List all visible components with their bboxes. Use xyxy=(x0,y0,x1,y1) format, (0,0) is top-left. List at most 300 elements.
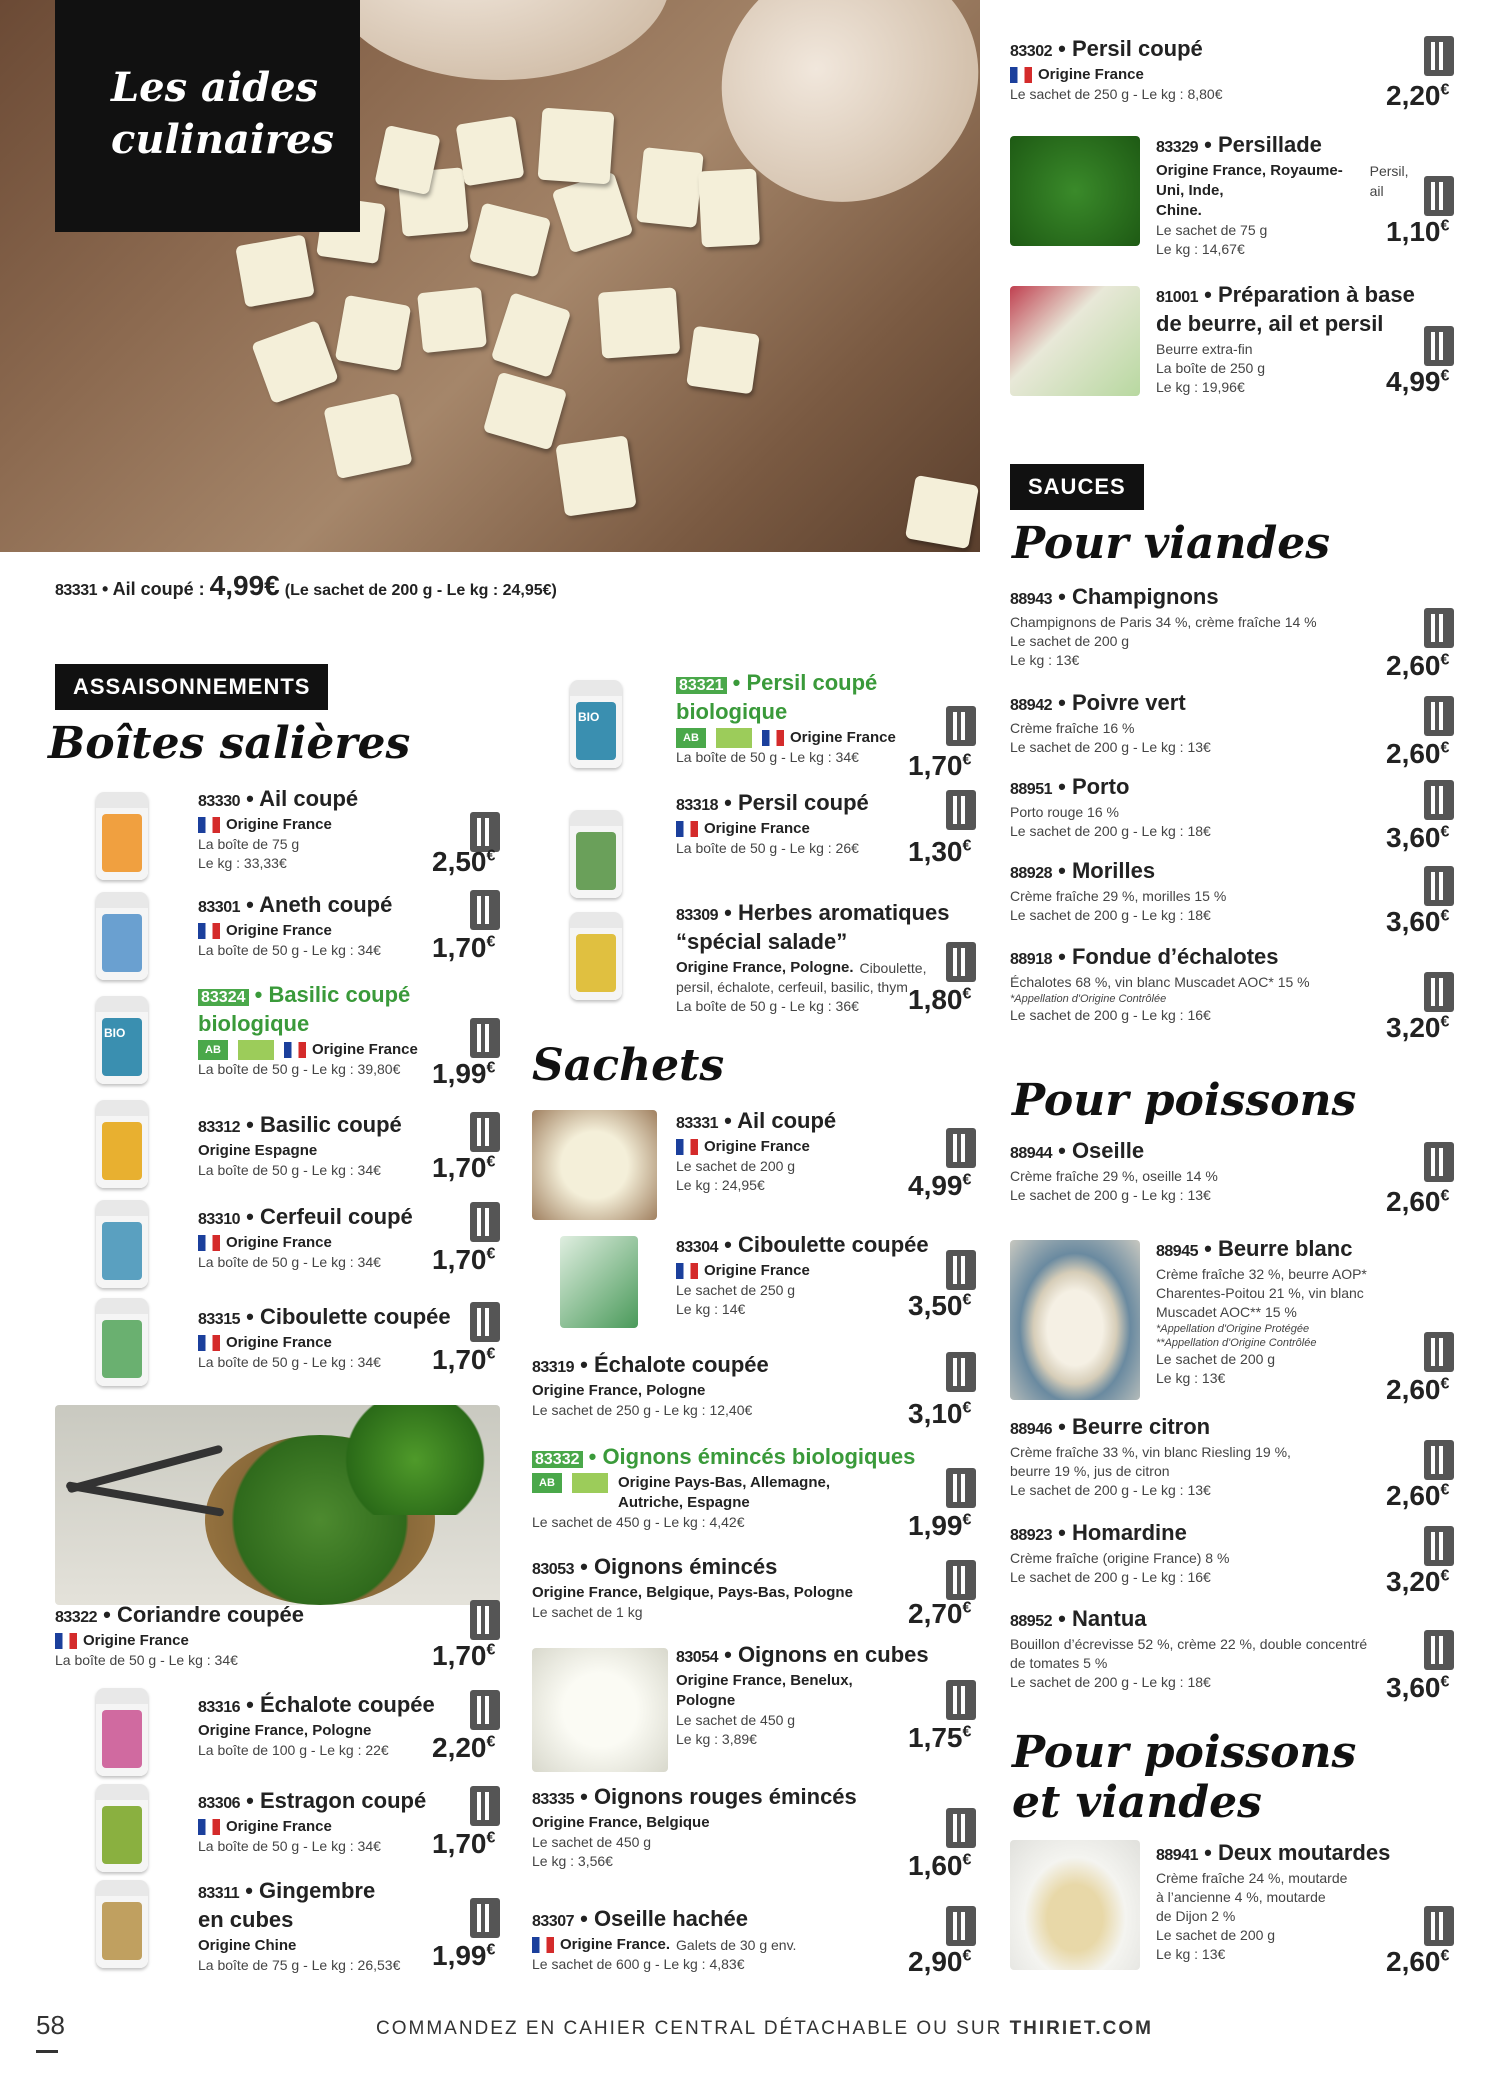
product-item: 83053 • Oignons émincés Origine France, Belgique, Pays-Bas, Pologne Le sachet de 1 kg xyxy=(532,1554,853,1620)
product-desc2: Le kg : 33,33€ xyxy=(198,855,287,871)
product-item: 83304 • Ciboulette coupée Origine France Le sachet de 250 g Le kg : 14€ xyxy=(676,1232,929,1317)
price-value: 1,60 xyxy=(908,1850,963,1881)
product-desc: Le sachet de 450 g xyxy=(676,1712,796,1728)
script-title-poissons: Pour poissons xyxy=(1012,1075,1357,1126)
product-origin: Origine France xyxy=(226,922,332,939)
price-currency: € xyxy=(486,847,496,865)
product-name: Échalote coupée xyxy=(593,1352,769,1377)
price-currency: € xyxy=(486,1641,496,1659)
price-value: 2,60 xyxy=(1386,1946,1441,1977)
product-name: Ail coupé xyxy=(737,1108,837,1133)
product-item: 83332 • Oignons émincés biologiques AB Origine Pays-Bas, Allemagne, Autriche, Espagne Le sachet de 450 g - Le kg : 4,42€ xyxy=(532,1444,916,1530)
product-name-2: biologique xyxy=(676,699,788,724)
product-item: 83306 • Estragon coupé Origine France La boîte de 50 g - Le kg : 34€ xyxy=(198,1788,427,1854)
product-code: 83309 xyxy=(676,907,718,924)
price-currency: € xyxy=(1440,907,1450,925)
product-desc0b: Charentes-Poitou 21 %, vin blanc xyxy=(1156,1285,1364,1301)
product-box-image xyxy=(96,892,148,980)
product-origin: Origine France xyxy=(226,1234,332,1251)
product-box-image xyxy=(96,1100,148,1188)
product-desc: Le sachet de 200 g - Le kg : 13€ xyxy=(1010,739,1211,755)
price xyxy=(908,1290,971,1322)
product-box-image xyxy=(96,792,148,880)
product-code: 81001 xyxy=(1156,289,1198,306)
price-value: 1,99 xyxy=(908,1510,963,1541)
fork-knife-icon xyxy=(470,1898,500,1938)
product-code: 88943 xyxy=(1010,591,1052,608)
fork-knife-icon xyxy=(946,1352,976,1392)
product-box-image xyxy=(96,1298,148,1386)
product-box-image xyxy=(570,810,622,898)
french-flag-icon xyxy=(198,1235,220,1251)
product-desc2: Le kg : 3,89€ xyxy=(676,1731,757,1747)
price-value: 4,99 xyxy=(1386,366,1441,397)
product-desc0: Bouillon d’écrevisse 52 %, crème 22 %, double concentré xyxy=(1010,1636,1368,1652)
product-code: 83302 xyxy=(1010,43,1052,60)
product-name: Porto xyxy=(1071,774,1130,799)
eu-organic-icon xyxy=(238,1040,274,1060)
french-flag-icon xyxy=(1010,67,1032,83)
product-desc0: Crème fraîche 16 % xyxy=(1010,720,1135,736)
product-code: 88951 xyxy=(1010,781,1052,798)
product-desc: Le sachet de 75 g xyxy=(1156,222,1268,238)
product-desc: Le sachet de 200 g xyxy=(1156,1927,1276,1943)
product-origin: Origine France xyxy=(1038,66,1144,83)
product-origin: Origine France xyxy=(312,1041,418,1058)
product-item: 83054 • Oignons en cubes Origine France, Benelux, Pologne Le sachet de 450 g Le kg : 3,89€ xyxy=(676,1642,929,1747)
product-desc: Le sachet de 250 g xyxy=(676,1282,796,1298)
section-label-assaisonnements: ASSAISONNEMENTS xyxy=(55,664,328,710)
product-name: Persil coupé xyxy=(737,790,869,815)
price-value: 3,20 xyxy=(1386,1566,1441,1597)
product-code: 83310 xyxy=(198,1211,240,1228)
product-code: 83321 xyxy=(676,677,727,694)
product-origin-2: Pologne xyxy=(676,1692,736,1709)
price xyxy=(432,1640,495,1672)
product-origin: Origine France, Pologne. xyxy=(676,959,854,976)
product-desc2: La boîte de 50 g - Le kg : 36€ xyxy=(676,998,859,1014)
footer-text: COMMANDEZ EN CAHIER CENTRAL DÉTACHABLE OU SUR THIRIET.COM xyxy=(376,2018,1153,2039)
product-code: 83306 xyxy=(198,1795,240,1812)
product-desc: persil, échalote, cerfeuil, basilic, thym xyxy=(676,979,908,995)
product-desc: La boîte de 50 g - Le kg : 34€ xyxy=(55,1652,238,1668)
fork-knife-icon xyxy=(946,1468,976,1508)
product-origin: Origine France xyxy=(83,1632,189,1649)
price-currency: € xyxy=(962,1851,972,1869)
product-desc: Le sachet de 200 g - Le kg : 18€ xyxy=(1010,907,1211,923)
price-currency: € xyxy=(962,985,972,1003)
price-value: 3,10 xyxy=(908,1398,963,1429)
french-flag-icon xyxy=(55,1633,77,1649)
fork-knife-icon xyxy=(946,1808,976,1848)
price xyxy=(432,1732,495,1764)
price-currency: € xyxy=(1440,1375,1450,1393)
product-code: 83053 xyxy=(532,1561,574,1578)
product-origin: Origine France xyxy=(790,729,896,746)
garlic-bulb-image xyxy=(330,0,670,80)
footer-site-link[interactable]: THIRIET.COM xyxy=(1009,2018,1153,2039)
product-desc2: Le kg : 13€ xyxy=(1156,1370,1226,1386)
bio-ab-icon: AB xyxy=(532,1473,562,1493)
product-desc: La boîte de 50 g - Le kg : 34€ xyxy=(676,749,859,765)
price-currency: € xyxy=(486,1829,496,1847)
price xyxy=(1386,366,1449,398)
price-currency: € xyxy=(1440,823,1450,841)
fork-knife-icon xyxy=(946,1250,976,1290)
product-origin: Origine Chine xyxy=(198,1937,297,1954)
product-origin: Origine France xyxy=(704,1262,810,1279)
price-value: 1,70 xyxy=(432,1828,487,1859)
product-item: 83331 • Ail coupé Origine France Le sachet de 200 g Le kg : 24,95€ xyxy=(676,1108,837,1193)
price-value: 1,80 xyxy=(908,984,963,1015)
product-desc: La boîte de 50 g - Le kg : 34€ xyxy=(198,942,381,958)
price xyxy=(1386,216,1449,248)
product-desc0: Crème fraîche 24 %, moutarde xyxy=(1156,1870,1348,1886)
product-name: Basilic coupé xyxy=(259,1112,402,1137)
price-currency: € xyxy=(962,1399,972,1417)
title-box xyxy=(55,0,360,232)
product-item: 88942 • Poivre vert Crème fraîche 16 % Le sachet de 200 g - Le kg : 13€ xyxy=(1010,690,1211,755)
fork-knife-icon xyxy=(1424,972,1454,1012)
product-note: *Appellation d'Origine Protégée xyxy=(1156,1323,1310,1335)
product-desc2: Le kg : 13€ xyxy=(1156,1946,1226,1962)
price xyxy=(1386,1186,1449,1218)
price xyxy=(1386,738,1449,770)
price-value: 4,99 xyxy=(908,1170,963,1201)
price-value: 2,50 xyxy=(432,846,487,877)
product-desc: Le sachet de 200 g xyxy=(676,1158,796,1174)
fork-knife-icon xyxy=(1424,1630,1454,1670)
product-name: Oseille xyxy=(1071,1138,1145,1163)
product-name: Coriandre coupée xyxy=(116,1602,304,1627)
price-currency: € xyxy=(486,1245,496,1263)
fork-knife-icon xyxy=(1424,608,1454,648)
price-value: 1,30 xyxy=(908,836,963,867)
title-line-1: Les aides xyxy=(111,64,319,111)
fork-knife-icon xyxy=(1424,1906,1454,1946)
product-code: 83318 xyxy=(676,797,718,814)
product-origin: Origine France, Belgique xyxy=(532,1814,710,1831)
price xyxy=(908,750,971,782)
product-desc: Le sachet de 200 g - Le kg : 16€ xyxy=(1010,1569,1211,1585)
price-currency: € xyxy=(1440,367,1450,385)
product-name: Oignons en cubes xyxy=(737,1642,929,1667)
price-value: 1,99 xyxy=(432,1940,487,1971)
sachet-onion-cubes-photo xyxy=(532,1648,668,1772)
product-box-image xyxy=(96,1200,148,1288)
price-currency: € xyxy=(1440,1013,1450,1031)
french-flag-icon xyxy=(676,1139,698,1155)
price-currency: € xyxy=(1440,1187,1450,1205)
price-currency: € xyxy=(962,1291,972,1309)
product-desc2: Le kg : 3,56€ xyxy=(532,1853,613,1869)
product-desc: La boîte de 75 g - Le kg : 26,53€ xyxy=(198,1957,401,1973)
fork-knife-icon xyxy=(470,1018,500,1058)
product-origin-extra: Persil, ail xyxy=(1369,163,1409,199)
price-currency: € xyxy=(1440,1947,1450,1965)
product-box-image xyxy=(96,1688,148,1776)
product-code: 83329 xyxy=(1156,139,1198,156)
product-name: Poivre vert xyxy=(1071,690,1186,715)
product-desc: Le sachet de 250 g - Le kg : 12,40€ xyxy=(532,1402,753,1418)
product-item: 83311 • Gingembre en cubes Origine Chine La boîte de 75 g - Le kg : 26,53€ xyxy=(198,1878,401,1973)
price-value: 3,60 xyxy=(1386,822,1441,853)
product-box-image xyxy=(96,1784,148,1872)
product-desc0c: de Dijon 2 % xyxy=(1156,1908,1236,1924)
eu-organic-icon xyxy=(716,728,752,748)
price xyxy=(1386,1374,1449,1406)
product-item: 83318 • Persil coupé Origine France La boîte de 50 g - Le kg : 26€ xyxy=(676,790,869,856)
product-box-image: BIO xyxy=(96,996,148,1084)
product-desc2: Le kg : 14€ xyxy=(676,1301,746,1317)
fork-knife-icon xyxy=(470,1690,500,1730)
product-desc0: Crème fraîche 29 %, morilles 15 % xyxy=(1010,888,1227,904)
product-box-image xyxy=(570,912,622,1000)
fork-knife-icon xyxy=(470,1600,500,1640)
product-name: Persil coupé xyxy=(1071,36,1203,61)
product-item: 83321 • Persil coupé biologique AB Origine France La boîte de 50 g - Le kg : 34€ xyxy=(676,670,896,765)
price-currency: € xyxy=(1440,1567,1450,1585)
product-code: 83316 xyxy=(198,1699,240,1716)
price-currency: € xyxy=(1440,81,1450,99)
price xyxy=(1386,906,1449,938)
product-name: Persil coupé xyxy=(746,670,878,695)
product-item: 83315 • Ciboulette coupée Origine France La boîte de 50 g - Le kg : 34€ xyxy=(198,1304,451,1370)
product-desc: Le sachet de 1 kg xyxy=(532,1604,643,1620)
price-currency: € xyxy=(1440,1481,1450,1499)
product-item: 88923 • Homardine Crème fraîche (origine France) 8 % Le sachet de 200 g - Le kg : 16€ xyxy=(1010,1520,1230,1585)
product-code: 83301 xyxy=(198,899,240,916)
price-value: 1,70 xyxy=(432,932,487,963)
price xyxy=(432,1828,495,1860)
fork-knife-icon xyxy=(1424,696,1454,736)
product-item: 83319 • Échalote coupée Origine France, Pologne Le sachet de 250 g - Le kg : 12,40€ xyxy=(532,1352,769,1418)
price-value: 2,60 xyxy=(1386,1374,1441,1405)
product-desc2: Le kg : 14,67€ xyxy=(1156,241,1245,257)
product-name: Oignons rouges émincés xyxy=(593,1784,857,1809)
product-code: 83312 xyxy=(198,1119,240,1136)
product-desc: La boîte de 50 g - Le kg : 34€ xyxy=(198,1162,381,1178)
product-name: Homardine xyxy=(1071,1520,1187,1545)
product-item: 83322 • Coriandre coupée Origine France La boîte de 50 g - Le kg : 34€ xyxy=(55,1602,304,1668)
french-flag-icon xyxy=(198,817,220,833)
price-currency: € xyxy=(962,1599,972,1617)
product-name: Beurre citron xyxy=(1071,1414,1211,1439)
price-currency: € xyxy=(962,751,972,769)
product-name-2: biologique xyxy=(198,1011,310,1036)
product-code: 83324 xyxy=(198,989,249,1006)
product-desc: La boîte de 75 g xyxy=(198,836,300,852)
product-item: 83316 • Échalote coupée Origine France, Pologne La boîte de 100 g - Le kg : 22€ xyxy=(198,1692,435,1758)
price-currency: € xyxy=(962,1511,972,1529)
fork-knife-icon xyxy=(946,706,976,746)
product-origin: Origine France xyxy=(226,816,332,833)
product-box-image xyxy=(96,1880,148,1968)
product-code: 88946 xyxy=(1010,1421,1052,1438)
price xyxy=(1386,80,1449,112)
fork-knife-icon xyxy=(1424,1332,1454,1372)
price xyxy=(908,1850,971,1882)
fork-knife-icon xyxy=(946,942,976,982)
product-desc0: Crème fraîche 32 %, beurre AOP* xyxy=(1156,1266,1367,1282)
price-currency: € xyxy=(1440,739,1450,757)
product-name: Fondue d’échalotes xyxy=(1071,944,1279,969)
price-currency: € xyxy=(1440,651,1450,669)
french-flag-icon xyxy=(762,730,784,746)
price xyxy=(908,984,971,1016)
product-code: 88942 xyxy=(1010,697,1052,714)
product-desc: Le sachet de 200 g - Le kg : 18€ xyxy=(1010,823,1211,839)
product-desc0b: à l’ancienne 4 %, moutarde xyxy=(1156,1889,1326,1905)
price xyxy=(1386,650,1449,682)
product-item: 88946 • Beurre citron Crème fraîche 33 %, vin blanc Riesling 19 %, beurre 19 %, jus de citron Le sachet de 200 g - Le kg : 13€ xyxy=(1010,1414,1291,1498)
product-code: 88944 xyxy=(1010,1145,1052,1162)
bio-ab-icon: AB xyxy=(676,728,706,748)
product-desc: La boîte de 100 g - Le kg : 22€ xyxy=(198,1742,389,1758)
product-desc: Le sachet de 200 g - Le kg : 16€ xyxy=(1010,1007,1211,1023)
product-origin-extra: Ciboulette, xyxy=(859,960,927,976)
product-name: Ciboulette coupée xyxy=(737,1232,929,1257)
product-desc0: Beurre extra-fin xyxy=(1156,341,1253,357)
price xyxy=(1386,1566,1449,1598)
product-box-image: BIO xyxy=(570,680,622,768)
product-code: 83322 xyxy=(55,1609,97,1626)
fork-knife-icon xyxy=(470,1112,500,1152)
price-value: 3,20 xyxy=(1386,1012,1441,1043)
price-value: 1,99 xyxy=(432,1058,487,1089)
product-item: 83301 • Aneth coupé Origine France La boîte de 50 g - Le kg : 34€ xyxy=(198,892,393,958)
product-note: *Appellation d'Origine Contrôlée xyxy=(1010,993,1167,1005)
product-desc: La boîte de 50 g - Le kg : 34€ xyxy=(198,1838,381,1854)
product-code: 88923 xyxy=(1010,1527,1052,1544)
price-currency: € xyxy=(486,933,496,951)
product-item: 83335 • Oignons rouges émincés Origine France, Belgique Le sachet de 450 g Le kg : 3,56€ xyxy=(532,1784,857,1869)
product-desc: Le sachet de 200 g xyxy=(1010,633,1130,649)
product-name: Champignons xyxy=(1071,584,1219,609)
fork-knife-icon xyxy=(1424,780,1454,820)
fork-knife-icon xyxy=(1424,326,1454,366)
product-code: 83335 xyxy=(532,1791,574,1808)
product-origin: Origine France, Belgique, Pays-Bas, Pologne xyxy=(532,1584,853,1601)
fork-knife-icon xyxy=(946,790,976,830)
product-name: Nantua xyxy=(1071,1606,1147,1631)
price xyxy=(1386,822,1449,854)
product-code: 83311 xyxy=(198,1885,240,1902)
product-code: 83331 xyxy=(676,1115,718,1132)
product-item: 83312 • Basilic coupé Origine Espagne La boîte de 50 g - Le kg : 34€ xyxy=(198,1112,402,1178)
price xyxy=(908,1722,971,1754)
product-item: 83307 • Oseille hachée Origine France. Galets de 30 g env. Le sachet de 600 g - Le kg : 4,83€ xyxy=(532,1906,797,1972)
price-value: 1,70 xyxy=(432,1344,487,1375)
sachet-chive-photo xyxy=(560,1236,638,1328)
title-line-2: culinaires xyxy=(111,116,335,163)
price-value: 2,20 xyxy=(432,1732,487,1763)
product-code: 88918 xyxy=(1010,951,1052,968)
price xyxy=(1386,1946,1449,1978)
product-code: 88928 xyxy=(1010,865,1052,882)
french-flag-icon xyxy=(676,1263,698,1279)
product-desc0: Échalotes 68 %, vin blanc Muscadet AOC* 15 % xyxy=(1010,974,1310,990)
product-name: Beurre blanc xyxy=(1217,1236,1353,1261)
beurre-blanc-photo xyxy=(1010,1240,1140,1400)
product-item: 88918 • Fondue d’échalotes Échalotes 68 %, vin blanc Muscadet AOC* 15 % *Appellation d'Origine Contrôlée Le sachet de 200 g - Le kg : 16€ xyxy=(1010,944,1310,1023)
product-desc2: Le kg : 13€ xyxy=(1010,652,1080,668)
product-code: 88952 xyxy=(1010,1613,1052,1630)
price-value: 2,70 xyxy=(908,1598,963,1629)
script-title-viandes: Pour viandes xyxy=(1012,518,1331,569)
price-currency: € xyxy=(962,1723,972,1741)
product-code: 88945 xyxy=(1156,1243,1198,1260)
french-flag-icon xyxy=(676,821,698,837)
price xyxy=(432,1058,495,1090)
price-currency: € xyxy=(486,1733,496,1751)
price-value: 1,75 xyxy=(908,1722,963,1753)
product-item: 88928 • Morilles Crème fraîche 29 %, morilles 15 % Le sachet de 200 g - Le kg : 18€ xyxy=(1010,858,1227,923)
script-title-sachets: Sachets xyxy=(532,1040,725,1091)
price xyxy=(908,1170,971,1202)
product-desc: Le sachet de 200 g - Le kg : 13€ xyxy=(1010,1187,1211,1203)
product-item: 83309 • Herbes aromatiques “spécial salade” Origine France, Pologne. Ciboulette, persil, échalote, cerfeuil, basilic, thym La boîte de 50 g - Le kg : 36€ xyxy=(676,900,950,1014)
price-value: 2,60 xyxy=(1386,650,1441,681)
price-value: 3,60 xyxy=(1386,1672,1441,1703)
product-name: Estragon coupé xyxy=(259,1788,427,1813)
price-value: 2,60 xyxy=(1386,738,1441,769)
price-currency: € xyxy=(962,1171,972,1189)
product-item: 83302 • Persil coupé Origine France Le sachet de 250 g - Le kg : 8,80€ xyxy=(1010,36,1223,102)
fork-knife-icon xyxy=(1424,1142,1454,1182)
price-currency: € xyxy=(962,837,972,855)
price-value: 2,90 xyxy=(908,1946,963,1977)
page-number-underline xyxy=(36,2050,58,2053)
product-note2: **Appellation d'Origine Contrôlée xyxy=(1156,1337,1317,1349)
product-desc: La boîte de 50 g - Le kg : 34€ xyxy=(198,1354,381,1370)
price xyxy=(908,1598,971,1630)
product-code: 88941 xyxy=(1156,1847,1198,1864)
product-code: 83319 xyxy=(532,1359,574,1376)
product-desc0c: Muscadet AOC** 15 % xyxy=(1156,1304,1297,1320)
section-label-sauces: SAUCES xyxy=(1010,464,1144,510)
product-item: 88945 • Beurre blanc Crème fraîche 32 %, beurre AOP* Charentes-Poitou 21 %, vin blanc Muscadet AOC** 15 % *Appellation d'Origine Protégée **Appellation d'Origine Contrôlée Le sachet de 200 g Le kg : 13€ xyxy=(1156,1236,1367,1386)
product-origin: Origine France xyxy=(704,1138,810,1155)
product-name: Oseille hachée xyxy=(593,1906,749,1931)
price-value: 1,70 xyxy=(432,1640,487,1671)
price-currency: € xyxy=(486,1059,496,1077)
price xyxy=(432,1344,495,1376)
price xyxy=(432,1940,495,1972)
price-currency: € xyxy=(1440,1673,1450,1691)
product-item: 88941 • Deux moutardes Crème fraîche 24 %, moutarde à l’ancienne 4 %, moutarde de Dijon 2 % Le sachet de 200 g Le kg : 13€ xyxy=(1156,1840,1391,1962)
product-name: Aneth coupé xyxy=(259,892,393,917)
french-flag-icon xyxy=(198,1819,220,1835)
product-desc2: Le kg : 19,96€ xyxy=(1156,379,1245,395)
product-name: Herbes aromatiques xyxy=(737,900,950,925)
product-item: 88944 • Oseille Crème fraîche 29 %, oseille 14 % Le sachet de 200 g - Le kg : 13€ xyxy=(1010,1138,1218,1203)
product-name: Oignons émincés biologiques xyxy=(602,1444,916,1469)
product-origin: Origine France. xyxy=(560,1936,671,1953)
product-desc0: Crème fraîche (origine France) 8 % xyxy=(1010,1550,1230,1566)
product-item: 88952 • Nantua Bouillon d’écrevisse 52 %, crème 22 %, double concentré de tomates 5 % Le sachet de 200 g - Le kg : 18€ xyxy=(1010,1606,1368,1690)
price xyxy=(908,836,971,868)
fork-knife-icon xyxy=(946,1128,976,1168)
price xyxy=(1386,1480,1449,1512)
price-value: 2,60 xyxy=(1386,1186,1441,1217)
fork-knife-icon xyxy=(946,1560,976,1600)
product-name: Gingembre xyxy=(259,1878,376,1903)
bio-ab-icon: AB xyxy=(198,1040,228,1060)
product-name: Ciboulette coupée xyxy=(259,1304,451,1329)
coriander-photo xyxy=(55,1405,500,1605)
product-name-2: en cubes xyxy=(198,1907,294,1932)
